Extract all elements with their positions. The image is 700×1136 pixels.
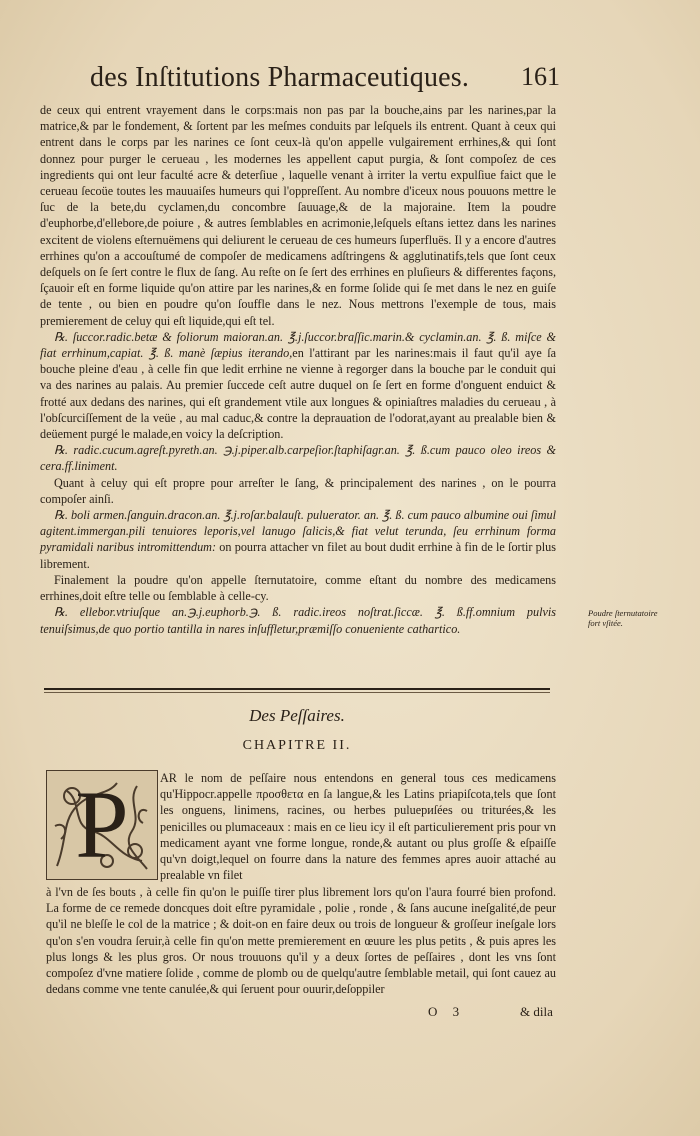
decorated-initial [46,770,158,880]
recipe-blood-errhine [40,507,556,572]
main-text-block [40,102,556,637]
chapter-title: CHAPITRE II. [242,738,352,753]
recipe-continuation: en l'attirant par les narines:mais il faut qu'il aye ſa bouche pleine d'eau , à celle fin que ledit errhine ne vienne à regorger dans la bouche par le conduit qui va des narines au palais. Au premier ſuccede ceſt autre duquel on ſe ſert en forme d'onguent enduict & frotté aux dedans des narines, qui eſt grandement vtile aux longues & opiniaſtres maladies du cerueau , à l'obſcurciſſement de la veüe , au mal caduc,& contre la deprauation de l'odorat,ayant au prealable bien & deüement purgé le malade,en voicy la deſcription. [40,346,556,442]
signature-mark: O 3 [428,1004,466,1019]
catchword: & dila [520,1004,553,1019]
page-header [90,62,560,98]
margin-note: Poudre ſternutatoire fort vſitée. [588,608,658,628]
recipe-errhine-liquid [40,329,556,442]
recipe-liniment: ℞. radic.cucum.agreſt.pyreth.an. ℈.j.piper.alb.carpeſior.ſtaphiſagr.an. ℥. ß.cum pauco oleo ireos & cera.ff.liniment. [40,443,556,474]
section-title: Des Peſſaires. [249,706,345,725]
recipe-sternutatory: ℞. ellebor.vtriuſque an.℈.j.euphorb.℈. ß. radic.ireos noſtrat.ſiccæ. ℥. ß.ff.omnium pulvis tenuiſsimus,de quo portio tantilla in nares inſuffletur,præmiſſo conueniente cathartico. [40,605,556,636]
chapter-body-text: à l'vn de ſes bouts , à celle fin qu'on le puiſſe tirer plus librement lors qu'on l'aura fourré bien profond. La forme de ce remede doncques doit eſtre pyramidale , polie , ronde , & ſans aucune ineſgalité,de peur qu'il ne bleſſe le col de la matrice ; & doit-on en faire deux ou trois de longueur & groſſeur ineſgale lors qu'on s'en voudra ſeruir,à celle fin qu'on mette premierement en œuure les plus petits , & puis apres les plus longs & les plus gros. Or nous trouuons qu'il y a deux ſortes de peſſaires , dont les vns ſont compoſez d'vne matiere ſolide , comme de plomb ou de quelqu'autre ſemblable metail, qui ſont cauez au dedans comme vne tente canulée,& qui ſeruent pour ouurir,deſoppiler [46,885,556,997]
page-number: 161 [521,62,560,91]
running-title: des Inſtitutions Pharmaceutiques. [90,62,470,93]
section-divider [44,688,550,690]
drop-cap-letter: P [75,771,129,878]
recipe-formula: ℞. ſuccor.radic.betæ & foliorum maioran.an. ℥.j.ſuccor.braſſic.marin.& cyclamin.an. ℥. ß. miſce & fiat errhinum,capiat. ℥. ß. manè ſæpius iterando, [40,329,556,361]
chapter-opening-text: AR le nom de peſſaire nous entendons en general tous ces medicamens qu'Hippocr.appelle προσθετα en ſa langue,& les Latins priapiſcota,tels que ſont les onguens, linimens, racines, ou herbes puluериſées ou triturées,& les penicilles ou plumaceaux : mais en ce lieu icy il eſt particulierement pris pour vn medicament ayant vne forme longue, ronde,& autant ou plus groſſe & eſpaiſſe qu'vn doigt,lequel on fourre dans la nature des femmes apres auoir attaché au prealable vn filet [160,771,556,883]
recipe-continuation: on pourra attacher vn filet au bout dudit errhine à fin de le ſortir plus librement. [40,540,557,571]
section-divider-thin [44,692,550,693]
paragraph-sternutatory: Finalement la poudre qu'on appelle ſternutatoire, comme eſtant du nombre des medicamens errhines,doit eſtre telle ou ſemblable à celle-cy. [40,572,556,604]
paragraph-errhines: de ceux qui entrent vrayement dans le corps:mais non pas par la bouche,ains par les narines,par la matrice,& par le fondement, & ſortent par les meſmes conduits par leſquels ils entrent. Quant à ceux qui entrent dans le corps par les narines ce ſont ceux-là qu'on appelle vulgairement errhines,& qui ſont donnez pour purger le cerueau , les modernes les appellent caput purgia, & ſont compoſez de ces ingredients qui ont leur faculté acre & deterſiue , laquelle venant à irriter la vertu expulſiue faict que le cerueau ſecoüe toutes les mauuaiſes humeurs qui l'oppreſſent. Au nombre d'iceux nous pouuons mettre le ſuc de la bete,du cyclamen,du concombre ſauuage,& de la majoraine. Item la poudre d'euphorbe,d'ellebore,de poiure , & autres ſemblables en acrimonie,leſquels eſtans iettez dans les narines excitent de violens eſternuëmens qui deliurent le cerueau de ces humeurs ſuperfluës. Il y a encore d'autres errhines qu'on a accouſtumé de compoſer de medicamens adſtringens & agglutinatifs,tels que ſont ceux deſquels on ſe ſert contre le flux de ſang. Au reſte on ſe ſert des errhines en pluſieurs & differentes façons, ſçauoir eſt en forme liquide qu'on attire par les narines,& en forme ſolide qui ſe met dans le nez en guiſe de tente , ou bien en poudre qu'on ſouffle dans le nez. Nous mettrons l'exemple de tous, mais premierement de celuy qui eſt liquide,qui eſt tel. [40,103,556,328]
paragraph-blood: Quant à celuy qui eſt propre pour arreſter le ſang, & principalement des narines , on le pourra compoſer ainſi. [40,475,556,506]
recipe-formula: ℞. boli armen.ſanguin.dracon.an. ℥.j.roſar.balauſt. puluerator. an. ℥. ß. cum pauco albumine oui ſimul agitent.immergan.pili tenuiores leporis,vel lanugo ſalicis,& fiat velut terunda, ſeu errhinum forma pyramidali naribus intromittendum: [40,508,556,555]
